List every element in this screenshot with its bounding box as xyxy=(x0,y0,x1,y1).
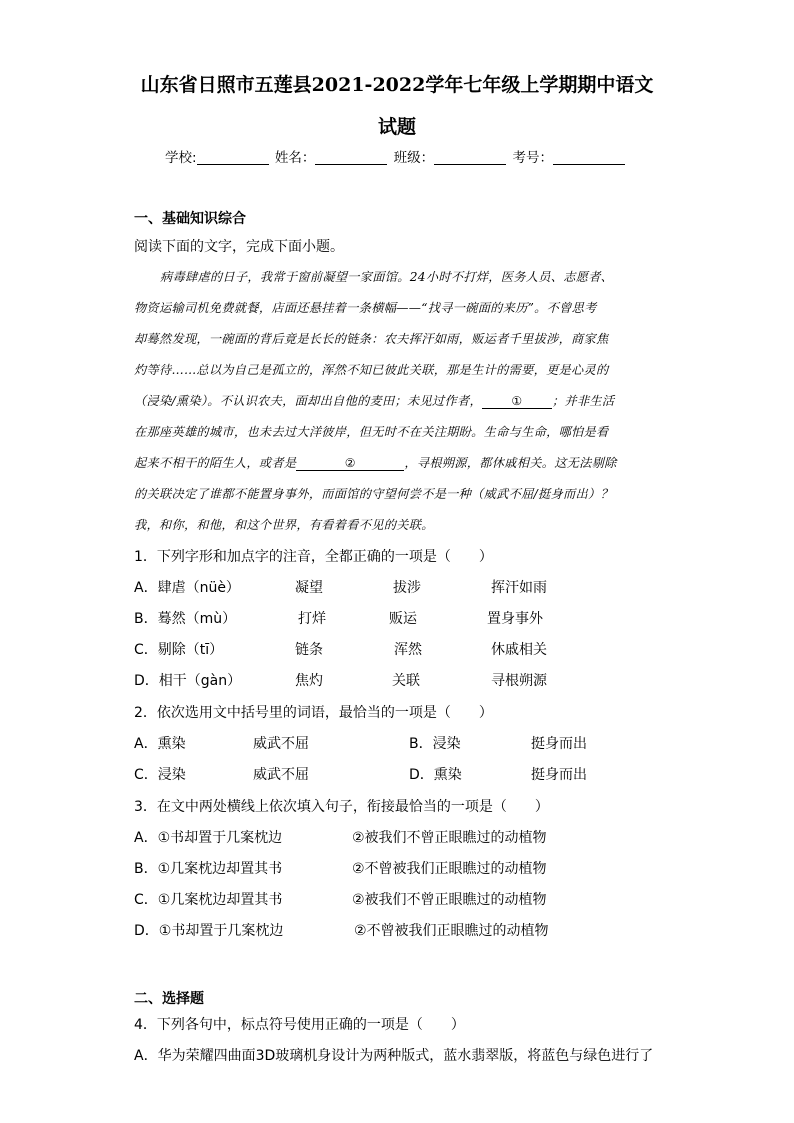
question-3-stem: 3．在文中两处横线上依次填入句子，衔接最恰当的一项是（ ） xyxy=(134,799,549,815)
student-info-row xyxy=(165,146,627,166)
section-heading-basic: 一、基础知识综合 xyxy=(134,211,246,227)
fill-blank-1: ① xyxy=(482,394,552,409)
page-title: 山东省日照市五莲县2021-2022学年七年级上学期期中语文 xyxy=(140,74,654,96)
class-label: 班级： xyxy=(393,150,435,166)
passage-line: 病毒肆虐的日子，我常于窗前凝望一家面馆。24小时不打烊，医务人员、志愿者、 xyxy=(160,270,614,284)
passage-text: （浸染/熏染）。不认识农夫，面却出自他的麦田；未见过作者， xyxy=(134,394,482,408)
passage-line: 灼等待……总以为自己是孤立的，浑然不知已彼此关联，那是生计的需要，更是心灵的 xyxy=(134,363,609,377)
name-blank xyxy=(315,150,387,165)
name-label: 姓名： xyxy=(274,150,316,166)
reading-instruction: 阅读下面的文字，完成下面小题。 xyxy=(134,239,344,255)
exam-number-label: 考号： xyxy=(512,150,553,166)
class-blank xyxy=(434,150,506,165)
question-4-stem: 4．下列各句中，标点符号使用正确的一项是（ ） xyxy=(134,1017,465,1033)
exam-number-blank xyxy=(553,150,625,165)
section-heading-choice: 二、选择题 xyxy=(134,991,204,1007)
passage-line xyxy=(134,392,662,409)
passage-line: 的关联决定了谁都不能置身事外，而面馆的守望何尝不是一种（威武不屈/挺身而出）？ xyxy=(134,487,613,501)
school-blank xyxy=(197,150,269,165)
question-2-stem: 2．依次选用文中括号里的词语，最恰当的一项是（ ） xyxy=(134,705,493,721)
school-label: 学校: xyxy=(165,150,197,166)
passage-line xyxy=(134,454,662,471)
question-4-option-a: A．华为荣耀四曲面3D玻璃机身设计为两种版式，蓝水翡翠版，将蓝色与绿色进行了 xyxy=(134,1048,654,1064)
passage-text: ；并非生活 xyxy=(551,394,615,408)
question-1-stem: 1．下列字形和加点字的注音，全都正确的一项是（ ） xyxy=(134,549,493,565)
passage-line: 我，和你，和他，和这个世界，有看着看不见的关联。 xyxy=(134,518,434,532)
passage-line: 在那座英雄的城市，也未去过大洋彼岸，但无时不在关注期盼。生命与生命，哪怕是看 xyxy=(134,425,609,439)
passage-line: 物资运输司机免费就餐，店面还悬挂着一条横幅——“找寻一碗面的来历”。不曾思考 xyxy=(134,301,597,315)
passage-text: ，寻根朔源，都休戚相关。这无法剔除 xyxy=(404,456,617,470)
fill-blank-2: ② xyxy=(296,456,404,471)
passage-line: 却蓦然发现，一碗面的背后竟是长长的链条：农夫挥汗如雨，贩运者千里拔涉，商家焦 xyxy=(134,332,609,346)
passage-text: 起来不相干的陌生人，或者是 xyxy=(134,456,297,470)
page-title-continued: 试题 xyxy=(377,116,416,138)
exam-page: 山东省日照市五莲县2021-2022学年七年级上学期期中语文 试题 学校: 姓名： 班级： 考号： 一、基础知识综合 阅读下面的文字，完成下面小题。 病毒肆虐的日子，我常于窗前凝望一家面馆。24小时不打烊，医务人员、志愿者、 物资运输司机免费就餐，店面还悬挂着一条横幅——“找寻一碗面的来历”。不曾思考 却蓦然发现，一碗面的背后竟是长长的链条：农夫挥汗如雨，贩运者千里拔涉，商家焦 灼等待……总以为自己是孤立的，浑然不知已彼此关联，那是生计的需要，更是心灵的 （浸染/熏染）。不认识农夫，面却出自他的麦田；未见过作者， ① ；并非生活 在那座英雄的城市，也未去过大洋彼岸，但无时不在关注期盼。生命与生命，哪怕是看 起来不相干的陌生人，或者是 ② ，寻根朔源，都休戚相关。这无法剔除 的关联决定了谁都不能置身事外，而面馆的守望何尝不是一种（威武不屈/挺身而出）？ 我，和你，和他，和这个世界，有看着看不见的关联。 1．下列字形和加点字的注音，全都正确的一项是（ ） A．肆虐（nüè） 凝望 拔涉 挥汗如雨 B．蓦然（mù） 打烊 贩运 置身事外 C．剔除（tī） 链条 浑然 休戚相关 D．相干（gàn） 焦灼 关联 寻根朔源 2．依次选用文中括号里的词语，最恰当的一项是（ ） A．熏染 威武不屈 B．浸染 挺身而出 C．浸染 威武不屈 D．熏染 挺身而出 3．在文中两处横线上依次填入句子，衔接最恰当的一项是（ ） A．①书却置于几案枕边 ②被我们不曾正眼瞧过的动植物 B．①几案枕边却置其书 ②不曾被我们正眼瞧过的动植物 C．①几案枕边却置其书 ②被我们不曾正眼瞧过的动植物 D．①书却置于几案枕边 ②不曾被我们正眼瞧过的动植物 二、选择题 4．下列各句中，标点符号使用正确的一项是（ ） A．华为荣耀四曲面3D玻璃机身设计为两种版式，蓝水翡翠版，将蓝色与绿色进行了 xyxy=(0,0,794,1123)
